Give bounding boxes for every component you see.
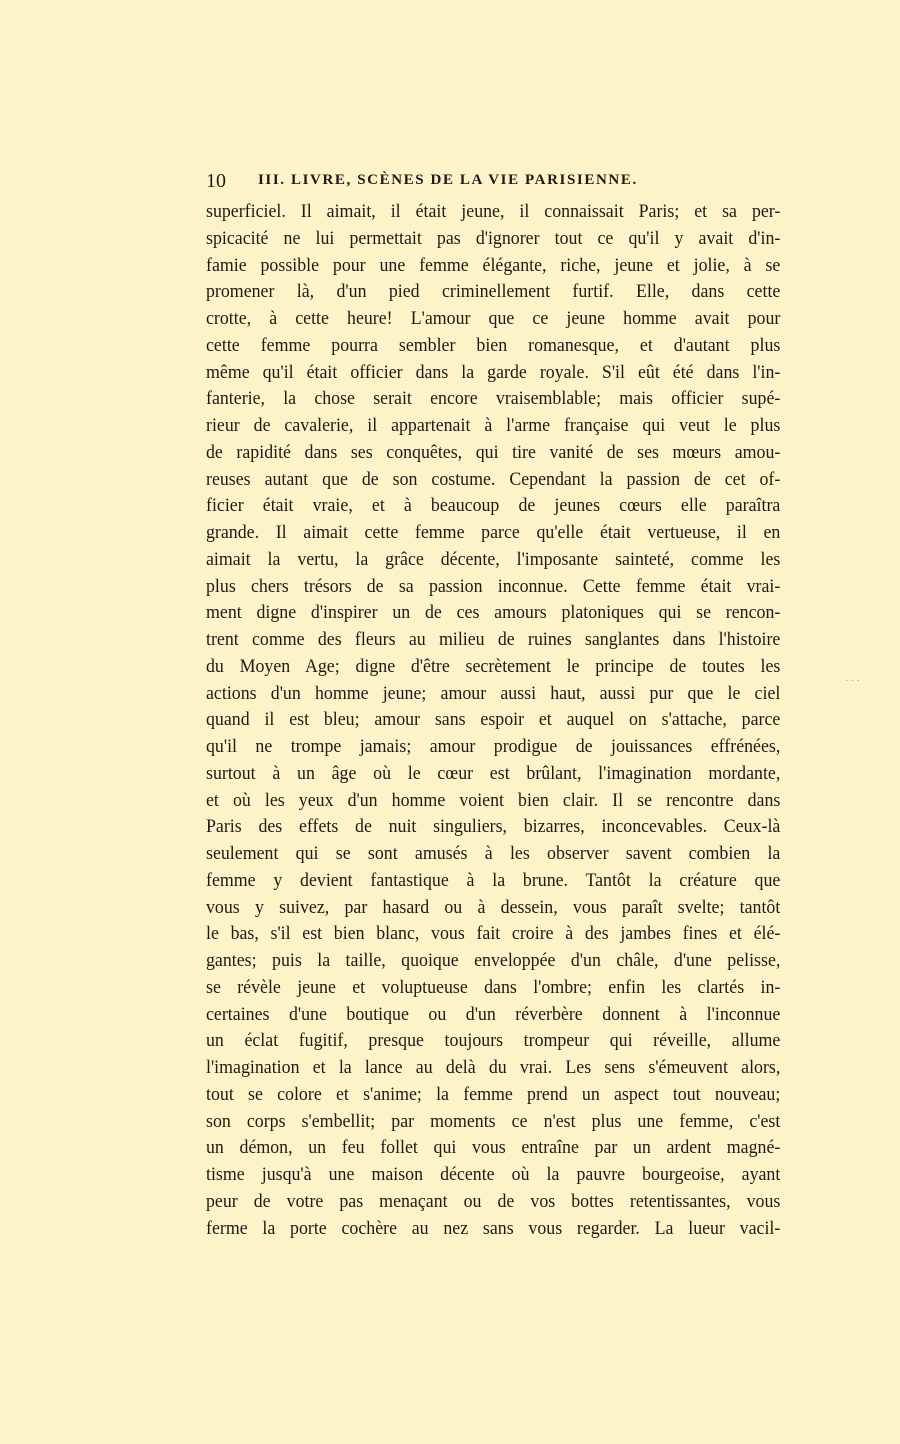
- text-line: un démon, un feu follet qui vous entraîne par un ardent magné-: [206, 1137, 781, 1159]
- text-line: son corps s'embellit; par moments ce n'est plus une femme, c'est: [206, 1110, 781, 1132]
- text-line: aimait la vertu, la grâce décente, l'imposante sainteté, comme les: [206, 548, 781, 570]
- text-line: certaines d'une boutique ou d'un réverbère donnent à l'inconnue: [206, 1003, 781, 1025]
- text-line: rieur de cavalerie, il appartenait à l'arme française qui veut le plus: [206, 415, 781, 436]
- text-line: cette femme pourra sembler bien romanesque, et d'autant plus: [206, 334, 781, 356]
- text-line: de rapidité dans ses conquêtes, qui tire vanité de ses mœurs amou-: [206, 441, 781, 463]
- body-text: [206, 199, 780, 1242]
- text-line: spicacité ne lui permettait pas d'ignorer tout ce qu'il y avait d'in-: [206, 227, 781, 249]
- text-line: tout se colore et s'anime; la femme prend un aspect tout nouveau;: [206, 1083, 781, 1105]
- text-line: ficier était vraie, et à beaucoup de jeunes cœurs elle paraîtra: [206, 495, 781, 517]
- page-number: 10: [206, 170, 226, 192]
- text-line: trent comme des fleurs au milieu de ruines sanglantes dans l'histoire: [206, 629, 781, 650]
- text-line: et où les yeux d'un homme voient bien clair. Il se rencontre dans: [206, 789, 781, 811]
- text-line: superficiel. Il aimait, il était jeune, il connaissait Paris; et sa per-: [206, 201, 781, 222]
- text-line: quand il est bleu; amour sans espoir et auquel on s'attache, parce: [206, 709, 781, 731]
- running-title: III. LIVRE, SCÈNES DE LA VIE PARISIENNE.: [258, 172, 638, 188]
- text-line: un éclat fugitif, presque toujours trompeur qui réveille, allume: [206, 1030, 781, 1052]
- text-line: Paris des effets de nuit singuliers, bizarres, inconcevables. Ceux-là: [206, 816, 781, 838]
- text-line: surtout à un âge où le cœur est brûlant, l'imagination mordante,: [206, 762, 781, 784]
- text-line: crotte, à cette heure! L'amour que ce jeune homme avait pour: [206, 308, 781, 329]
- margin-mark: · · ·: [845, 676, 860, 687]
- text-line: fanterie, la chose serait encore vraisemblable; mais officier supé-: [206, 388, 781, 410]
- text-line: gantes; puis la taille, quoique enveloppée d'un châle, d'une pelisse,: [206, 950, 781, 971]
- text-line: vous y suivez, par hasard ou à dessein, vous paraît svelte; tantôt: [206, 896, 781, 918]
- text-line: même qu'il était officier dans la garde royale. S'il eût été dans l'in-: [206, 361, 781, 383]
- text-line: le bas, s'il est bien blanc, vous fait croire à des jambes fines et élé-: [206, 923, 781, 945]
- page-header: [206, 170, 780, 196]
- text-line: famie possible pour une femme élégante, riche, jeune et jolie, à se: [206, 254, 781, 276]
- text-line: grande. Il aimait cette femme parce qu'elle était vertueuse, il en: [206, 522, 781, 543]
- text-line: qu'il ne trompe jamais; amour prodigue de jouissances effrénées,: [206, 736, 781, 757]
- text-line: seulement qui se sont amusés à les observer savent combien la: [206, 843, 781, 864]
- text-line: tisme jusqu'à une maison décente où la pauvre bourgeoise, ayant: [206, 1164, 781, 1185]
- text-line: femme y devient fantastique à la brune. Tantôt la créature que: [206, 869, 781, 891]
- text-line: se révèle jeune et voluptueuse dans l'ombre; enfin les clartés in-: [206, 976, 781, 998]
- text-line: du Moyen Age; digne d'être secrètement le principe de toutes les: [206, 655, 781, 677]
- text-line: actions d'un homme jeune; amour aussi haut, aussi pur que le ciel: [206, 682, 781, 704]
- text-line: l'imagination et la lance au delà du vrai. Les sens s'émeuvent alors,: [206, 1057, 781, 1078]
- text-line: peur de votre pas menaçant ou de vos bottes retentissantes, vous: [206, 1190, 781, 1212]
- text-line: promener là, d'un pied criminellement furtif. Elle, dans cette: [206, 281, 781, 303]
- text-line: ferme la porte cochère au nez sans vous regarder. La lueur vacil-: [206, 1217, 781, 1239]
- text-line: plus chers trésors de sa passion inconnue. Cette femme était vrai-: [206, 575, 781, 597]
- text-line: reuses autant que de son costume. Cependant la passion de cet of-: [206, 468, 781, 490]
- text-line: ment digne d'inspirer un de ces amours platoniques qui se rencon-: [206, 602, 781, 624]
